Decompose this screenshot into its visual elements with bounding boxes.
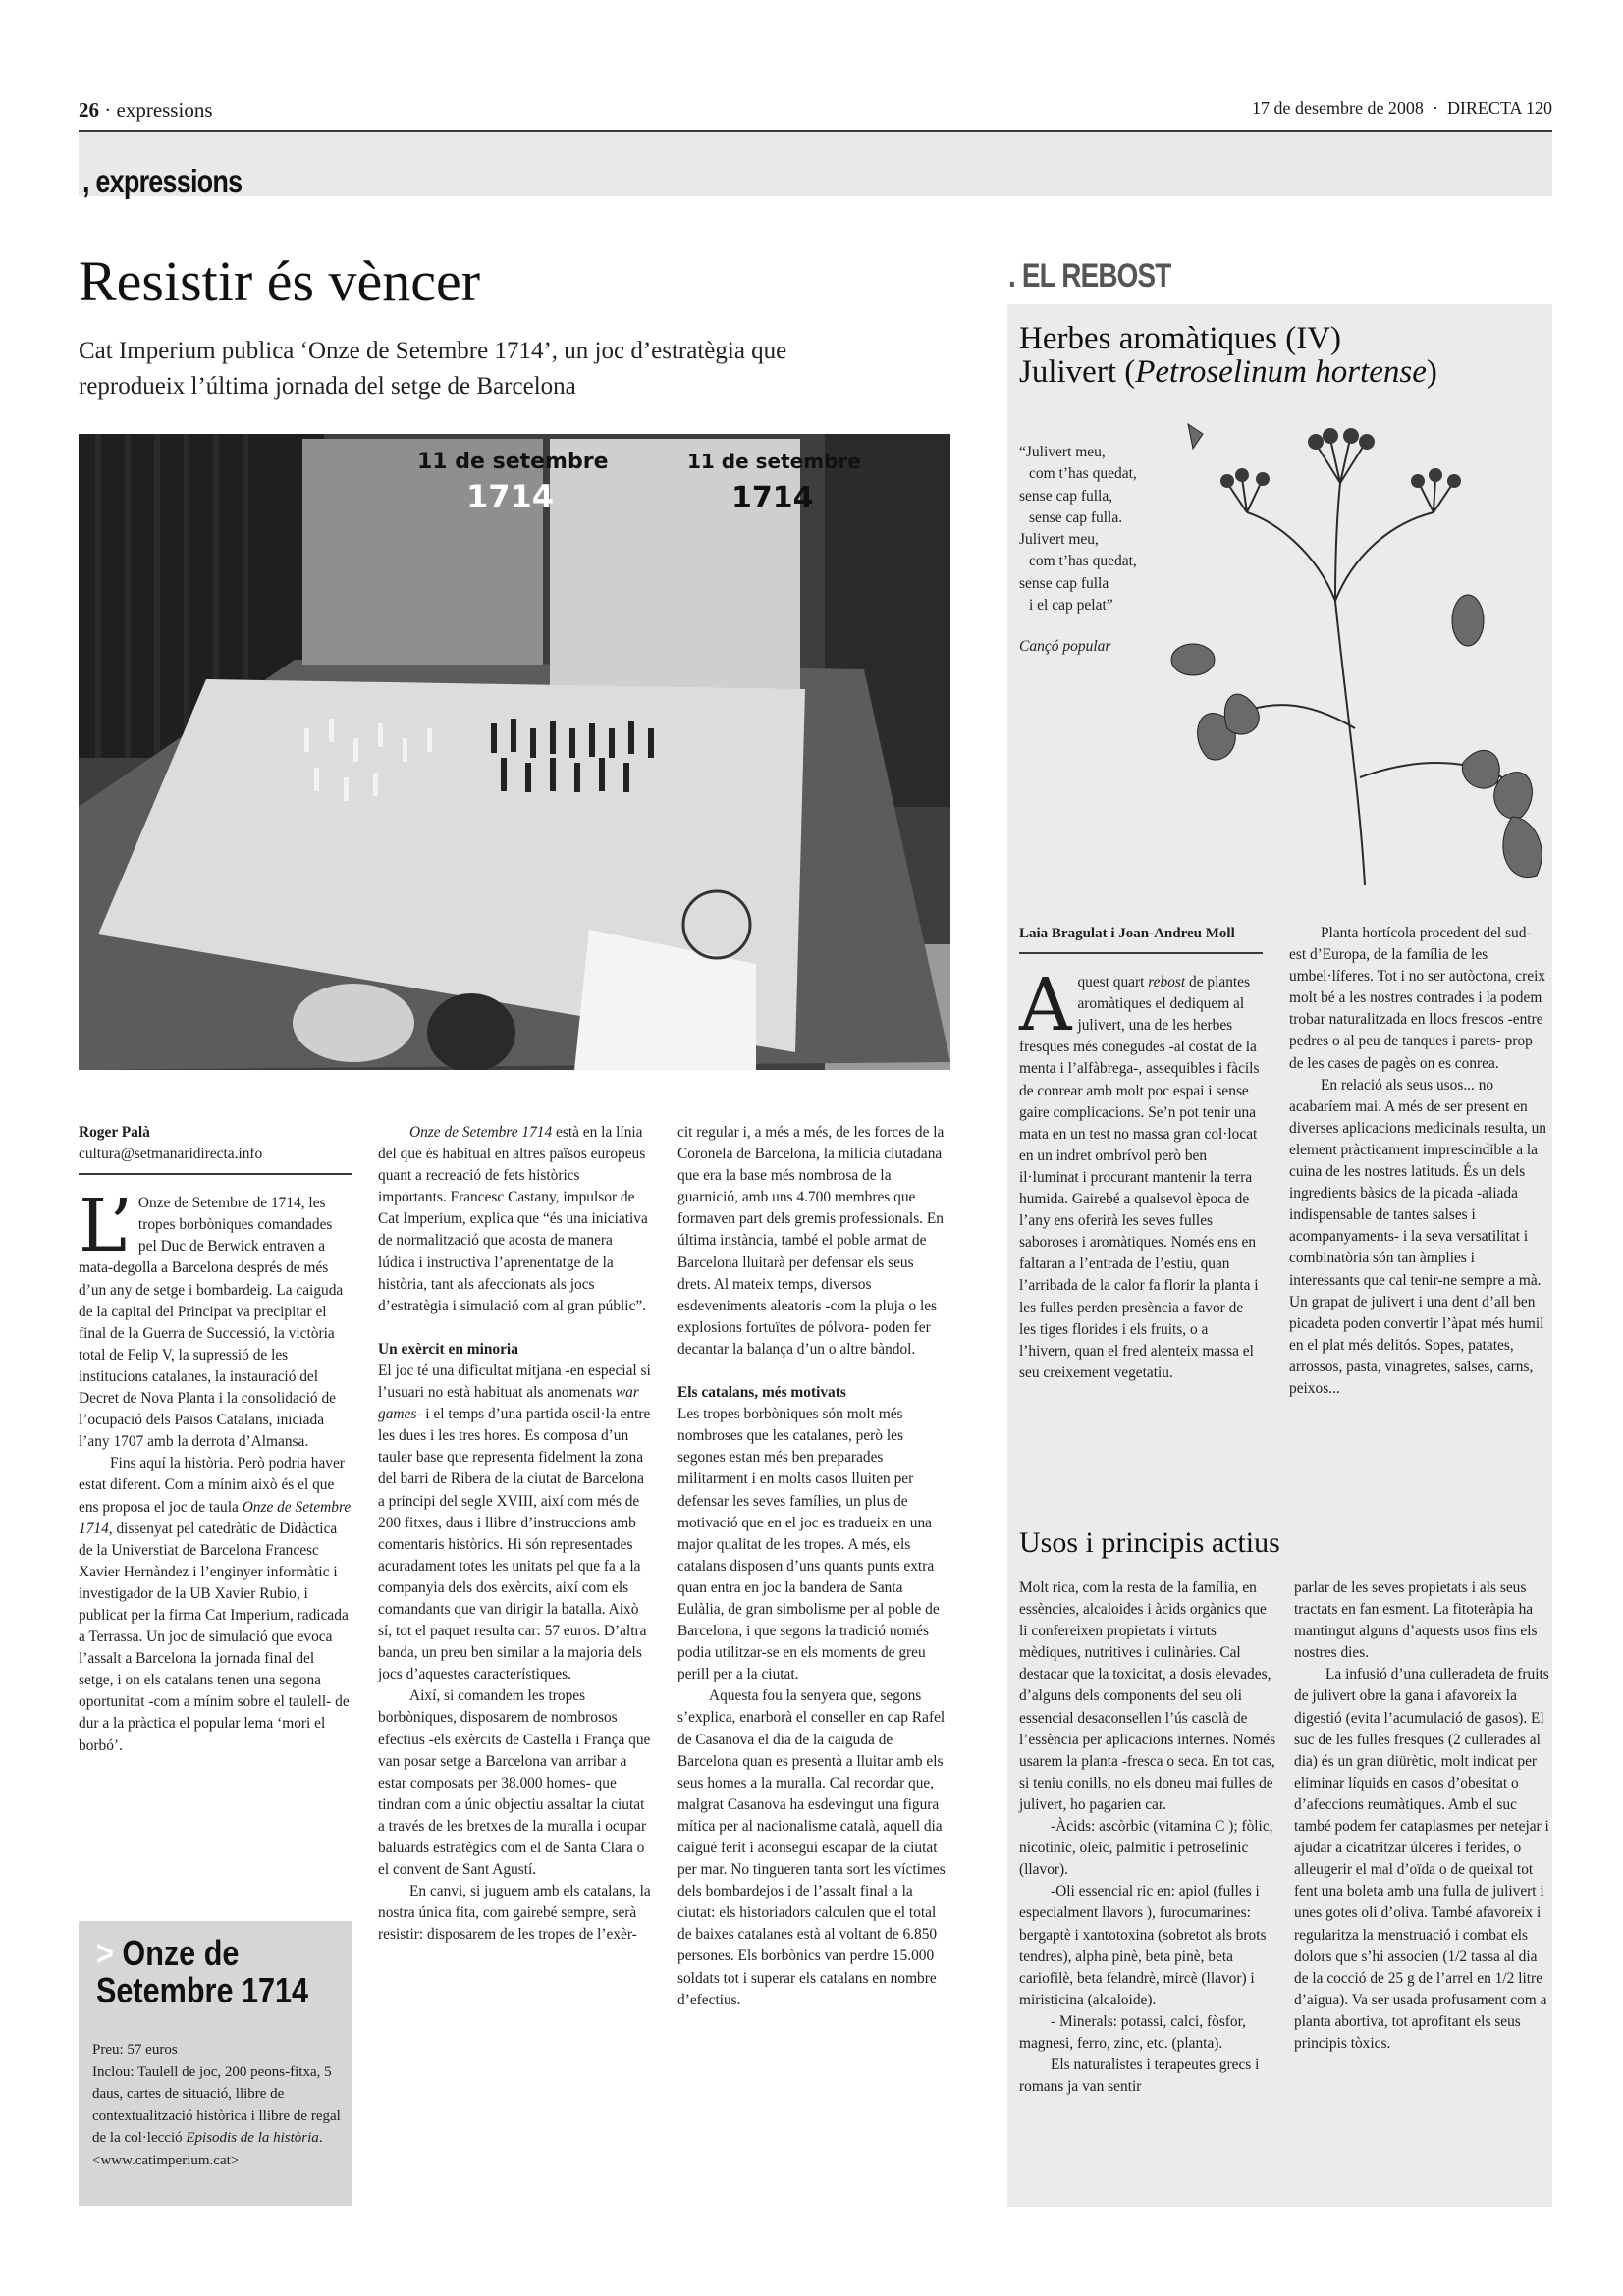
page-number: 26 bbox=[79, 98, 99, 122]
paragraph: Així, si comandem les tropes borbòniques, disposarem de nombrosos efectius -els exèrcits de Castella i França que van posar setge a Barcelona van arribar a estar composats per 38.000 homes- que tindran com a únic objectiu assaltar la ciutat a través de les bretxes de la muralla i ocupar baluards estratègics com el de Santa Clara o el convent de Sant Agustí. bbox=[378, 1687, 651, 1879]
fact-box-title bbox=[96, 1935, 363, 2009]
drop-cap: A bbox=[1019, 963, 1072, 1048]
paragraph: - Minerals: potassi, calci, fòsfor, magnesi, ferro, zinc, etc. (planta). bbox=[1019, 2012, 1246, 2052]
paragraph: - i el temps d’una partida oscil·la entre les dues i les tres hores. Es composa d’un tauler base que representa fidelment la zona del barri de Ribera de la ciutat de Barcelona a principi del segle XVIII, així com més de 200 fitxes, daus i llibre d’instruccions amb comentaris històrics. Hi són representades acuradament totes les unitats pel que fa a la companyia dels dos exèrcits, així com els comandants que van dirigir la batalla. Això sí, tot el paquet resulta car: 57 euros. D’altra banda, un preu ben similar a la majoria dels jocs d’aquestes característiques. bbox=[378, 1406, 651, 1683]
svg-text:11 de setembre: 11 de setembre bbox=[687, 450, 861, 473]
paragraph: de plantes aromàtiques el dediquem al julivert, una de les herbes fresques més conegudes -al costat de la menta i l’alfàbrega-, assequibles i fàcils de conrear amb molt poc espai i sense gaire complicacions. Se’n pot tenir una mata en un test no massa gran col·locat en un indret ombrívol però ben il·luminat i procurant mantenir la terra humida. Gairebé a qualsevol època de l’any ens oferirà les seves fulles saboroses i aromàtiques. Només ens en faltaran a l’entrada de l’estiu, quan l’arribada de la calor fa florir la planta i les fulles perden presència a favor de les tiges florides i els fruits, o a l’hivern, quan el fred alenteix massa el seu creixement vegetatiu. bbox=[1019, 974, 1260, 1381]
folio-section: expressions bbox=[116, 98, 213, 122]
poem-line: “Julivert meu, bbox=[1019, 444, 1106, 460]
paragraph: Aquesta fou la senyera que, segons s’explica, enarborà el conseller en cap Rafel de Casanova el dia de la caiguda de Barcelona quan es presentà a lluitar amb els seus homes a la muralla. Cal recordar que, malgrat Casanova ha esdevingut una figura mítica per al nacionalisme català, aquell dia caigué ferit i aconseguí escapar de la ciutat per mar. No tingueren tanta sort les víctimes dels bombardejos i de l’assalt final a la ciutat: els historiadors calculen que el total de baixes catalanes està al voltant de 6.850 persones. Els borbònics van perdre 15.000 soldats tot i superar els catalans en nombre d’efectius. bbox=[677, 1687, 946, 2008]
war-games-italic: war games bbox=[378, 1384, 639, 1423]
paragraph: Planta hortícola procedent del sud-est d’Europa, de la família de les umbel·líferes. Tot i no ser autòctona, creix molt bé a les nostres contrades i la podem trobar naturalitzada en llocs frescos -entre pedres o al peu de tanques i parets- prop de les cases de pagès on es conrea. bbox=[1289, 925, 1546, 1072]
paragraph: -Àcids: ascòrbic (vitamina C ); fòlic, nicotínic, oleic, palmític i petroselínic (llavor). bbox=[1019, 1818, 1273, 1879]
article-column-2 bbox=[378, 1122, 651, 1946]
section-band bbox=[79, 132, 1552, 196]
rebost-title-paren: ) bbox=[1426, 354, 1437, 390]
paragraph: , dissenyat pel catedràtic de Didàctica de la Universtiat de Barcelona Francesc Xavier Hernàndez i l’enginyer informàtic i investigador de la UB Xavier Rubio, i publicat per la firma Cat Imperium, radicada a Terrassa. Un joc de simulació que evoca l’assalt a Barcelona la jornada final del setge, i on els catalans tenen una segona oportunitat -com a mínim sobre el taulell- de dur a la pràctica el popular lema ‘mori el borbó’. bbox=[79, 1520, 350, 1754]
subheading: Un exèrcit en minoria bbox=[378, 1340, 518, 1358]
paragraph: -Oli essencial ric en: apiol (fulles i especialment llavors ), furocumarines: bergaptè i xantotoxina (sobretot als brots tendres), alpha pinè, beta pinè, beta cariofilè, beta felandrè, mircè (llavor) i miristicina (alcaloide). bbox=[1019, 1883, 1267, 2008]
poem bbox=[1019, 442, 1137, 616]
paragraph: Molt rica, com la resta de la família, en essències, alcaloides i àcids orgànics que li confereixen propietats i virtuts mèdiques, nutritives i culinàries. Cal destacar que la toxicitat, a dosis elevades, d’alguns dels components del seu oli essencial desaconsellen l’ús casolà de l’essència per aplicacions internes. Només usarem la planta -fresca o seca. En tot cas, si teniu conills, no els doneu mai fulles de julivert, ho pagarien car. bbox=[1019, 1579, 1276, 1813]
paragraph: En relació als seus usos... no acabaríem mai. A més de ser present en diverses aplicacions medicinals resulta, un element pràcticament imprescindible a la cuina de les nostres latituds. És un dels ingredients bàsics de la picada -aliada indispensable de tantes salses i acompanyaments- i la seva versatilitat i combinatòria són tan àmplies i interessants que cal tenir-ne sempre a mà. Un grapat de julivert i una dent d’all ben picadeta poden convertir l’àpat més humil en el plat més delitós. Sopes, patates, arrossos, pasta, vinagretes, salses, carns, peixos... bbox=[1289, 1076, 1546, 1397]
poem-line: sense cap fulla bbox=[1019, 574, 1109, 592]
svg-text:1714: 1714 bbox=[731, 481, 814, 515]
byline-rule bbox=[79, 1173, 352, 1175]
paragraph: Les tropes borbòniques són molt més nombroses que les catalanes, però les segones estan més ben preparades militarment i en molts casos lluiten per defensar les seves famílies, un plus de motivació que en el joc es tradueix en una major qualitat de les tropes. A més, els catalans disposen d’uns quants punts extra quan entra en joc la bandera de Santa Eulàlia, de gran simbolisme per al poble de Barcelona, i que segons la tradició només podia utilitzar-se en els moments de greu perill per a la ciutat. bbox=[677, 1406, 940, 1683]
usos-heading: Usos i principis actius bbox=[1019, 1526, 1280, 1559]
byline-email[interactable]: cultura@setmanaridirecta.info bbox=[79, 1146, 263, 1163]
article-headline: Resistir és vèncer bbox=[79, 249, 481, 313]
paragraph: parlar de les seves propietats i als seus tractats en fan esment. La fitoteràpia ha mantingut alguns d’aquests usos fins els nostres dies. bbox=[1294, 1579, 1538, 1662]
article-column-1 bbox=[79, 1122, 352, 1757]
rebost-column-1 bbox=[1019, 923, 1263, 1384]
rebost-column-2 bbox=[1289, 923, 1546, 1400]
price: Preu: 57 euros bbox=[92, 2042, 178, 2057]
poem-line: sense cap fulla, bbox=[1019, 487, 1113, 505]
section-label: , expressions bbox=[82, 163, 243, 199]
fact-box-title-line1: Onze de bbox=[122, 1933, 240, 1973]
poem-line: com t’has quedat, bbox=[1029, 553, 1137, 570]
usos-column-2 bbox=[1294, 1577, 1551, 2055]
paragraph: quest quart bbox=[1077, 974, 1149, 991]
paragraph: Els naturalistes i terapeutes grecs i romans ja van sentir bbox=[1019, 2056, 1260, 2096]
game-title-italic: Onze de Setembre 1714 bbox=[79, 1498, 352, 1537]
fact-box bbox=[79, 1921, 352, 2206]
rebost-byline-rule bbox=[1019, 952, 1263, 954]
rebost-italic: rebost bbox=[1148, 974, 1186, 991]
game-title-italic: Onze de Setembre 1714 bbox=[409, 1124, 553, 1141]
paragraph: cit regular i, a més a més, de les forces de la Coronela de Barcelona, la milícia ciutadana que era la base més nombrosa de la guarnició, amb uns 4.700 membres que formaven part dels gremis professionals. En última instància, també el poble armat de Barcelona lluitarà per defensar els seus drets. Al mateix temps, diversos esdeveniments aleatoris -com la pluja o les explosions fortuïtes de pólvora- poden fer decantar la balança d’un o altre bàndol. bbox=[677, 1124, 945, 1358]
paragraph: Onze de Setembre de 1714, les tropes borbòniques comandades pel Duc de Berwick entraven a mata-degolla a Barcelona després de més d’un any de setge i bombardeig. La caiguda de la capital del Principat va precipitar el final de la Guerra de Successió, la victòria total de Felip V, la supressió de les institucions catalanes, la instauració del Decret de Nova Planta i la consolidació de l’ocupació dels Països Catalans, iniciada l’any 1707 amb la derrota d’Almansa. bbox=[79, 1195, 344, 1451]
folio-separator: · bbox=[1428, 98, 1443, 118]
rebost-title-line2: Julivert ( bbox=[1019, 354, 1136, 390]
byline-author: Roger Palà bbox=[79, 1124, 150, 1141]
box-cover-year: 1714 bbox=[466, 478, 555, 515]
usos-column-1 bbox=[1019, 1577, 1276, 2098]
collection-italic: Episodis de la història bbox=[186, 2130, 319, 2146]
poem-line: Julivert meu, bbox=[1019, 531, 1099, 549]
website-link[interactable]: <www.catimperium.cat> bbox=[92, 2152, 240, 2168]
folio-right bbox=[1252, 98, 1552, 119]
parsley-drawing bbox=[1168, 404, 1551, 895]
rebost-title bbox=[1019, 322, 1437, 389]
paragraph: En canvi, si juguem amb els catalans, la nostra única fita, com gairebé sempre, serà resistir: disposarem de les tropes de l’exèr- bbox=[378, 1883, 651, 1944]
folio-left bbox=[79, 98, 213, 123]
board-game-photo-graphic bbox=[79, 434, 950, 1070]
poem-line: i el cap pelat” bbox=[1029, 597, 1113, 614]
folio-separator: · bbox=[104, 98, 112, 122]
article-column-3 bbox=[677, 1122, 950, 2011]
rebost-section-label: . EL REBOST bbox=[1008, 257, 1171, 294]
rebost-byline: Laia Bragulat i Joan-Andreu Moll bbox=[1019, 926, 1235, 941]
issue-date: 17 de desembre de 2008 bbox=[1251, 98, 1424, 118]
arrow-icon: > bbox=[96, 1933, 114, 1973]
paragraph: La infusió d’una culleradeta de fruits de julivert obre la gana i afavoreix la digestió (evita l’acumulació de gasos). El suc de les fulles fresques (2 cullerades al dia) és un gran diürètic, molt indicat per eliminar líquids en casos d’obesitat o d’afeccions reumàtiques. Amb el suc també podem fer cataplasmes per netejar i ajudar a cicatritzar úlceres i ferides, o alleugerir el mal d’oïda o de queixal tot fent una boleta amb una fulla de julivert i unes gotes oli d’oliva. També afavoreix i regularitza la menstruació i combat els dolors que s’hi associen (1/2 tassa al dia de la cocció de 25 g de l’arrel en 1/2 litre d’aigua). Va ser usada profusament com a planta abortiva, tot aprofitant els seus principis tòxics. bbox=[1294, 1666, 1549, 2052]
rebost-title-line1: Herbes aromàtiques (IV) bbox=[1019, 321, 1342, 356]
publication-name: DIRECTA 120 bbox=[1446, 98, 1552, 118]
period: . bbox=[318, 2130, 323, 2146]
includes: Inclou: Taulell de joc, 200 peons-fitxa, 5 daus, cartes de situació, llibre de contextualització històrica i llibre de regal de la col·lecció bbox=[92, 2063, 341, 2146]
poem-line: sense cap fulla. bbox=[1029, 508, 1123, 526]
paragraph: està en la línia del que és habitual en altres països europeus quant a recreació de fets històrics importants. Francesc Castany, impulsor de Cat Imperium, explica que “és una iniciativa de normalització que acosta de manera lúdica i instructiva l’aprenentatge de la història, tant als afeccionats als jocs d’estratègia i simulació com al gran públic”. bbox=[378, 1124, 648, 1314]
poem-credit: Cançó popular bbox=[1019, 638, 1111, 655]
drop-cap: L’ bbox=[79, 1184, 133, 1269]
paragraph: El joc té una dificultat mitjana -en especial si l’usuari no està habituat als anomenats bbox=[378, 1362, 651, 1402]
paragraph: Fins aquí la història. Però podria haver estat diferent. Com a mínim això és el que ens proposa el joc de taula bbox=[79, 1455, 345, 1516]
parsley-illustration bbox=[1168, 404, 1551, 895]
article-deck: Cat Imperium publica ‘Onze de Setembre 1714’, un joc d’estratègia que reprodueix l’última jornada del setge de Barcelona bbox=[79, 338, 787, 400]
fact-box-title-line2: Setembre 1714 bbox=[96, 1970, 309, 2010]
poem-line: com t’has quedat, bbox=[1029, 465, 1137, 483]
fact-box-body bbox=[92, 2039, 344, 2171]
box-cover-text: 11 de setembre bbox=[417, 450, 609, 474]
subheading: Els catalans, més motivats bbox=[677, 1384, 846, 1402]
latin-name: Petroselinum hortense bbox=[1135, 354, 1427, 390]
board-game-photo bbox=[79, 434, 950, 1070]
